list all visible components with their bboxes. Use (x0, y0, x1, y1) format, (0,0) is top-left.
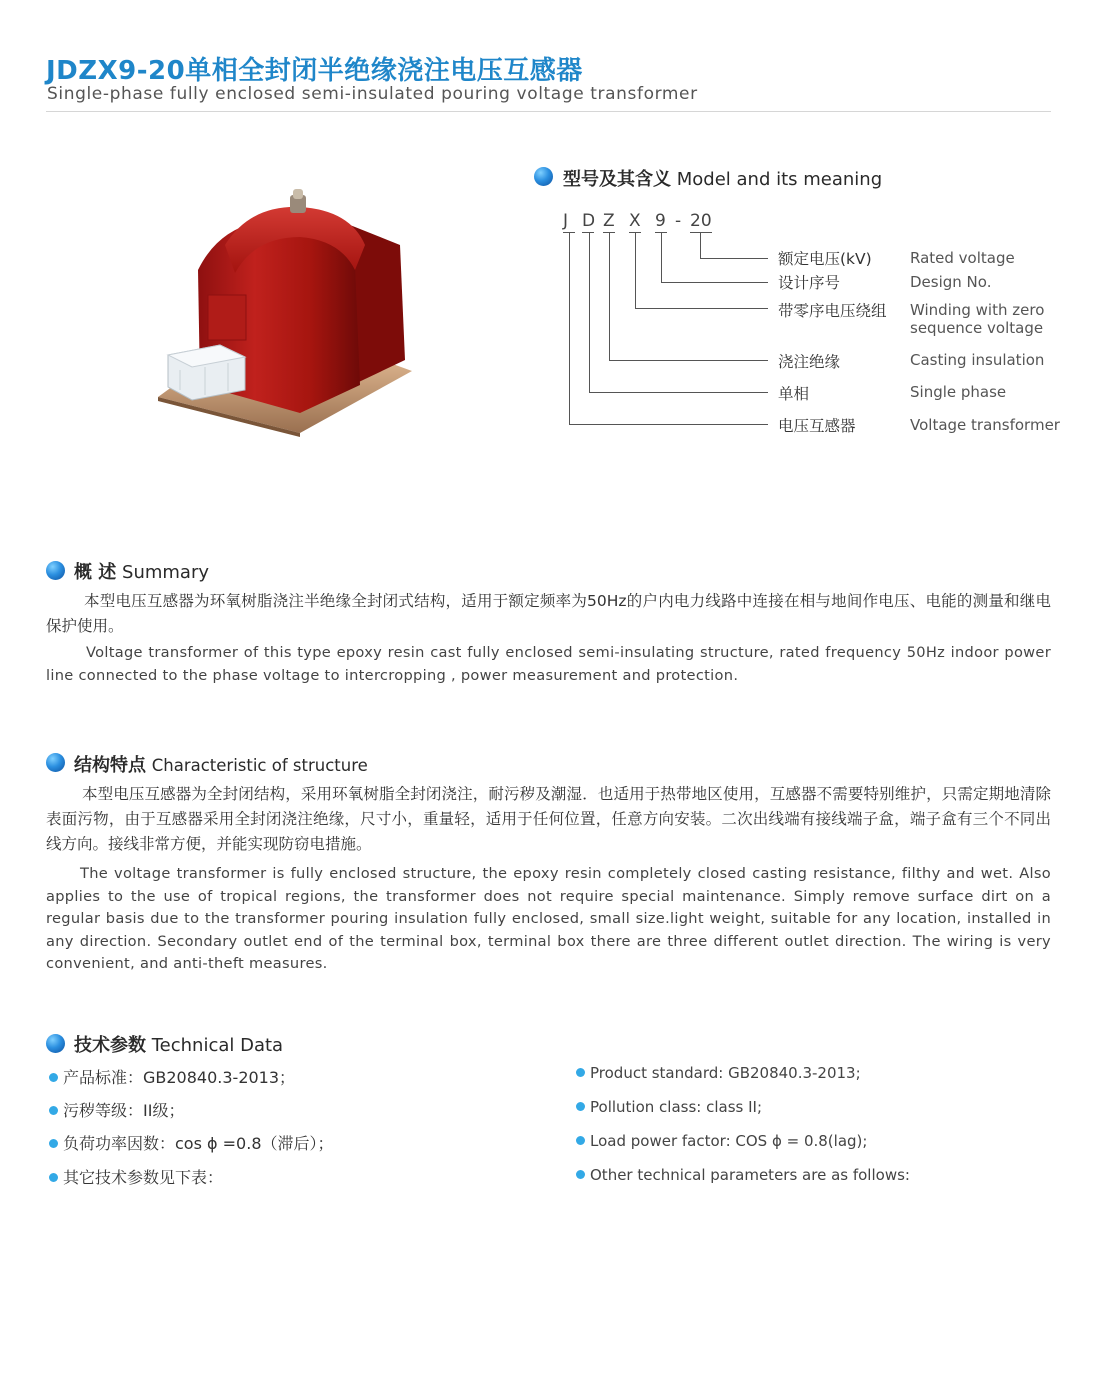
page-subtitle: Single-phase fully enclosed semi-insulated pouring voltage transformer (47, 84, 698, 104)
tech-item-cn-other (49, 1165, 223, 1188)
meaning-en-casting-insulation: Casting insulation (910, 351, 1045, 369)
connector-line (700, 258, 768, 259)
connector-line (700, 232, 701, 258)
tech-item-cn-power-factor (49, 1131, 334, 1154)
technical-heading-en: Technical Data (151, 1035, 284, 1056)
code-underline (582, 232, 594, 233)
tech-item-cn-standard (49, 1065, 295, 1088)
model-heading-en: Model and its meaning (676, 169, 883, 190)
tech-item-text: 负荷功率因数：cos ϕ =0.8（滞后）； (63, 1134, 334, 1153)
connector-line (589, 232, 590, 392)
technical-heading-cn: 技术参数 (74, 1035, 146, 1056)
code-letter-j: J (563, 211, 569, 231)
code-letter-x: X (629, 211, 641, 231)
bullet-dot-icon (49, 1106, 58, 1115)
structure-heading-cn: 结构特点 (74, 755, 146, 776)
tech-item-text: Pollution class: class II; (590, 1098, 762, 1116)
code-digit-9: 9 (655, 211, 666, 231)
meaning-cn-design-no: 设计序号 (778, 274, 841, 292)
page-title: JDZX9-20单相全封闭半绝缘浇注电压互感器 (46, 56, 583, 86)
technical-bullet-icon (46, 1034, 65, 1053)
code-voltage-20: 20 (690, 211, 712, 231)
bullet-dot-icon (49, 1073, 58, 1082)
tech-item-en-standard (576, 1064, 861, 1082)
tech-item-text: Product standard: GB20840.3-2013; (590, 1064, 861, 1082)
code-letter-z: Z (603, 211, 615, 231)
bullet-dot-icon (576, 1068, 585, 1077)
code-letter-d: D (582, 211, 596, 231)
bullet-dot-icon (576, 1102, 585, 1111)
meaning-cn-single-phase: 单相 (778, 385, 810, 403)
meaning-en-single-phase: Single phase (910, 383, 1007, 401)
meaning-en-voltage-transformer: Voltage transformer (910, 416, 1060, 434)
tech-item-cn-pollution (49, 1098, 184, 1121)
header-divider (46, 111, 1051, 112)
connector-line (569, 424, 768, 425)
meaning-en-design-no: Design No. (910, 273, 992, 291)
tech-item-text: Other technical parameters are as follows: (590, 1166, 910, 1184)
connector-line (635, 232, 636, 308)
meaning-en-rated-voltage: Rated voltage (910, 249, 1015, 267)
tech-item-text: 污秽等级：II级； (63, 1101, 185, 1120)
tech-item-text: 产品标准：GB20840.3-2013； (63, 1068, 296, 1087)
model-heading-bullet-icon (534, 167, 553, 186)
meaning-en-zero-sequence: Winding with zero sequence voltage (910, 301, 1045, 337)
tech-item-en-power-factor (576, 1132, 867, 1150)
technical-heading (74, 1031, 283, 1057)
connector-line (569, 232, 570, 424)
meaning-cn-zero-sequence: 带零序电压绕组 (778, 302, 887, 320)
connector-line (609, 232, 610, 360)
connector-line (609, 360, 768, 361)
model-heading-cn: 型号及其含义 (563, 169, 671, 190)
code-underline (690, 232, 712, 233)
meaning-cn-voltage-transformer: 电压互感器 (778, 417, 856, 435)
structure-heading (74, 751, 368, 777)
tech-item-text: 其它技术参数见下表： (63, 1168, 224, 1187)
summary-heading-en: Summary (122, 562, 210, 583)
summary-text-en: Voltage transformer of this type epoxy resin cast fully enclosed semi-insulating structure, rated frequency 50Hz indoor power line connected to the phase voltage to intercropping , power measurement and protection. (46, 644, 1051, 684)
structure-heading-en: Characteristic of structure (151, 756, 368, 775)
summary-bullet-icon (46, 561, 65, 580)
bullet-dot-icon (49, 1139, 58, 1148)
meaning-cn-rated-voltage: 额定电压(kV) (778, 250, 872, 268)
bullet-dot-icon (576, 1170, 585, 1179)
tech-item-en-pollution (576, 1098, 762, 1116)
connector-line (661, 232, 662, 282)
connector-line (661, 282, 768, 283)
summary-heading (74, 558, 209, 584)
connector-line (589, 392, 768, 393)
structure-bullet-icon (46, 753, 65, 772)
meaning-cn-casting-insulation: 浇注绝缘 (778, 353, 841, 371)
summary-heading-cn: 概 述 (74, 562, 117, 583)
summary-text-cn: 本型电压互感器为环氧树脂浇注半绝缘全封闭式结构，适用于额定频率为50Hz的户内电力线路中连接在相与地间作电压、电能的测量和继电保护使用。 (46, 592, 1051, 635)
connector-line (635, 308, 768, 309)
structure-text-en: The voltage transformer is fully enclosed structure, the epoxy resin completely closed casting resistance, filthy and wet. Also applies to the use of tropical regions, the transformer does not require special maintenance. Simply remove surface dirt on a regular basis due to the transformer pouring insulation fully enclosed, small size.light weight, suitable for any location, installed in any direction. Secondary outlet end of the terminal box, terminal box there are three different outlet direction. The wiring is very convenient, and anti-theft measures. (46, 865, 1051, 972)
model-heading (563, 165, 882, 191)
code-dash: - (675, 211, 682, 231)
transformer-product-image (150, 185, 420, 440)
bullet-dot-icon (49, 1173, 58, 1182)
bullet-dot-icon (576, 1136, 585, 1145)
tech-item-text: Load power factor: COS ϕ = 0.8(lag); (590, 1132, 868, 1150)
structure-text-cn: 本型电压互感器为全封闭结构，采用环氧树脂全封闭浇注，耐污秽及潮湿．也适用于热带地区使用，互感器不需要特别维护，只需定期地清除表面污物，由于互感器采用全封闭浇注绝缘，尺寸小，重量轻，适用于任何位置，任意方向安装。二次出线端有接线端子盒，端子盒有三个不同出线方向。接线非常方便，并能实现防窃电措施。 (46, 785, 1051, 853)
tech-item-en-other (576, 1166, 910, 1184)
